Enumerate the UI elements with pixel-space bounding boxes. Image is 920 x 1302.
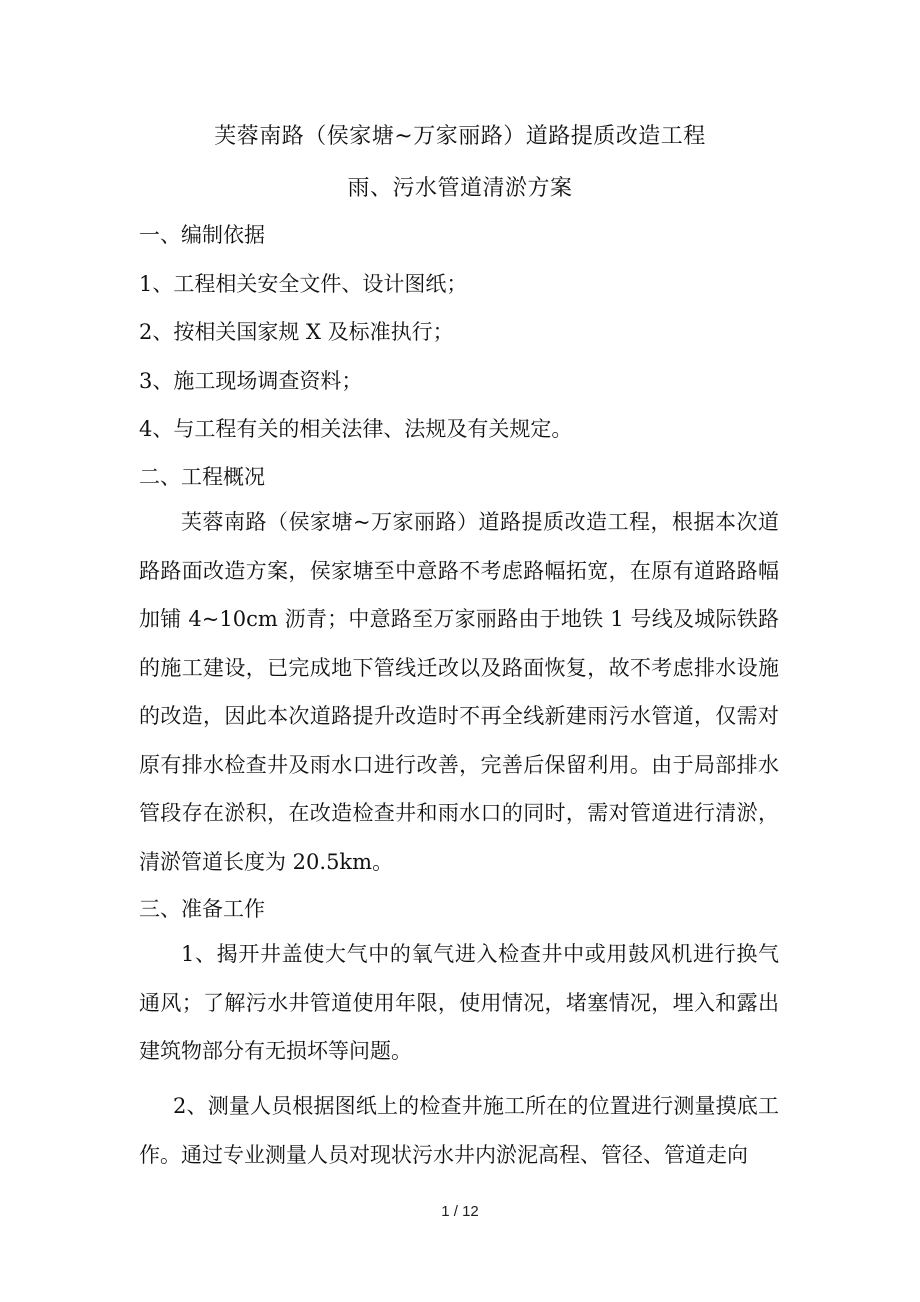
section2-heading: 二、工程概况 [139, 465, 265, 489]
list-item: 4、与工程有关的相关法律、法规及有关规定。 [139, 417, 573, 441]
document-title-line2: 雨、污水管道清淤方案 [347, 176, 573, 201]
list-item: 2、按相关国家规 X 及标准执行； [139, 320, 454, 344]
list-item: 1、工程相关安全文件、设计图纸； [139, 272, 468, 296]
page-indicator: 1 / 12 [441, 1203, 479, 1220]
section3-heading: 三、准备工作 [139, 897, 265, 921]
section3-paragraph2: 2、测量人员根据图纸上的检查井施工所在的位置进行测量摸底工作。通过专业测量人员对现状污水井内淤泥高程、管径、管道走向 [139, 1094, 779, 1167]
section3-paragraph1: 1、揭开井盖使大气中的氧气进入检查井中或用鼓风机进行换气通风；了解污水井管道使用年限，使用情况，堵塞情况，埋入和露出建筑物部分有无损坏等问题。 [139, 942, 779, 1063]
section1-heading: 一、编制依据 [139, 223, 265, 247]
document-title-line1: 芙蓉南路（侯家塘~万家丽路）道路提质改造工程 [214, 124, 706, 149]
list-item: 3、施工现场调查资料； [139, 369, 363, 393]
section2-paragraph: 芙蓉南路（侯家塘~万家丽路）道路提质改造工程，根据本次道路路面改造方案，侯家塘至中意路不考虑路幅拓宽，在原有道路路幅加铺 4~10cm 沥青；中意路至万家丽路由于地铁 1 号线及城际铁路的施工建设，已完成地下管线迁改以及路面恢复，故不考虑排水设施的改造，因此本次道路提升改造时不再全线新建雨污水管道，仅需对原有排水检查井及雨水口进行改善，完善后保留利用。由于局部排水管段存在淤积，在改造检查井和雨水口的同时，需对管道进行清淤，清淤管道长度为 20.5km。 [139, 510, 779, 874]
